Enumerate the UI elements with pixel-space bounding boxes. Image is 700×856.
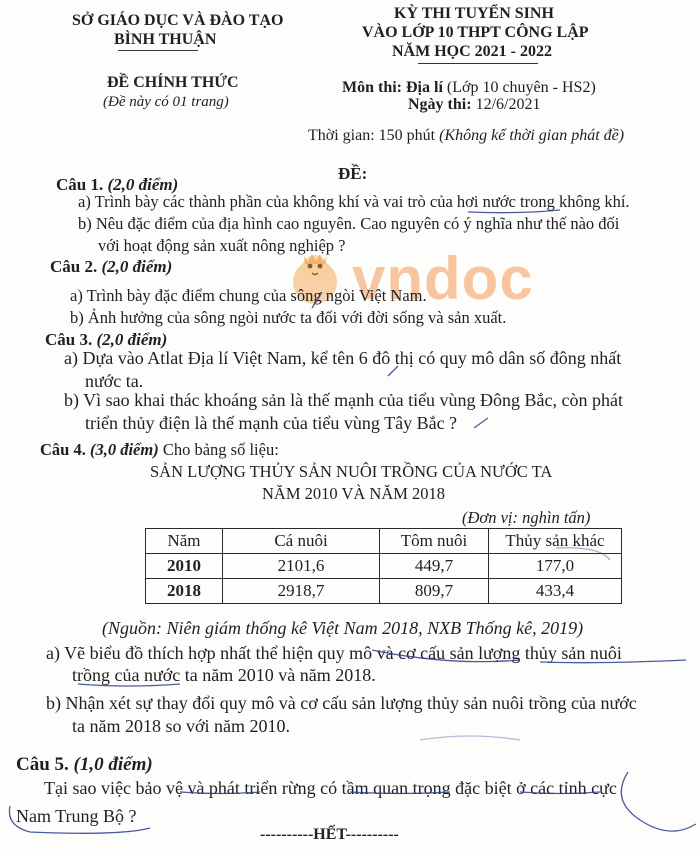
q3-part-a-line2: nước ta.: [85, 371, 144, 391]
pen-check: [388, 366, 398, 376]
pen-note: [556, 548, 610, 560]
table-header-cell: Năm: [146, 529, 223, 554]
q5-line1: Tại sao việc bảo vệ và phát triển rừng có tầm quan trọng đặc biệt ở các tỉnh cực: [44, 778, 617, 798]
q1-part-a: a) Trình bày các thành phần của không khí và vai trò của hơi nước trong không khí.: [78, 192, 630, 211]
q2-label: Câu 2.: [50, 257, 98, 276]
time-text: Thời gian: 150 phút: [308, 127, 436, 144]
q4-part-b-line2: ta năm 2018 so với năm 2010.: [72, 716, 290, 736]
q1-part-b-line1: b) Nêu đặc điểm của địa hình cao nguyên. Cao nguyên có ý nghĩa như thế nào đối: [78, 214, 620, 233]
date-label: Ngày thi:: [408, 96, 472, 113]
q4-points: (3,0 điểm): [89, 440, 159, 459]
official-label: ĐỀ CHÍNH THỨC: [107, 74, 239, 91]
pen-note: [420, 736, 520, 740]
q4-intro: Cho bảng số liệu:: [162, 440, 279, 459]
exam-level: VÀO LỚP 10 THPT CÔNG LẬP: [362, 24, 589, 41]
pen-underline: [180, 792, 260, 794]
q3-part-b-line2: triển thủy điện là thế mạnh của tiểu vùng Tây Bắc ?: [85, 413, 458, 433]
table-cell: 2918,7: [223, 579, 380, 604]
q5-label: Câu 5.: [16, 754, 69, 775]
q3-part-b-line1: b) Vì sao khai thác khoáng sản là thế mạnh của tiểu vùng Đông Bắc, còn phát: [64, 390, 624, 410]
q2-part-a: a) Trình bày đặc điểm chung của sông ngòi Việt Nam.: [70, 286, 427, 305]
table-header-cell: Tôm nuôi: [380, 529, 489, 554]
q3-part-a-line1: a) Dựa vào Atlat Địa lí Việt Nam, kể tên 6 đô thị có quy mô dân số đông nhất: [64, 348, 622, 368]
pages-note: (Đề này có 01 trang): [103, 94, 229, 110]
q3-points: (2,0 điểm): [96, 330, 168, 349]
table-cell: 2018: [146, 579, 223, 604]
pen-curve: [640, 820, 696, 831]
exam-title: ĐỀ:: [338, 164, 368, 183]
table-title-line2: NĂM 2010 VÀ NĂM 2018: [262, 484, 446, 503]
q2-points: (2,0 điểm): [101, 257, 173, 276]
table-cell: 449,7: [380, 554, 489, 579]
department-name: SỞ GIÁO DỤC VÀ ĐÀO TẠO: [72, 12, 284, 29]
pen-check: [312, 292, 322, 308]
pen-underline: [540, 660, 686, 663]
pen-underline: [372, 650, 520, 662]
pen-underline: [468, 210, 560, 213]
end-mark: ----------HẾT----------: [260, 826, 399, 843]
pen-check: [474, 418, 488, 428]
school-year: NĂM HỌC 2021 - 2022: [392, 43, 552, 60]
q5-points: (1,0 điểm): [73, 754, 153, 775]
q1-points: (2,0 điểm): [107, 175, 179, 194]
date-value: 12/6/2021: [475, 96, 541, 113]
subject-note: (Lớp 10 chuyên - HS2): [446, 79, 596, 96]
table-unit: (Đơn vị: nghìn tấn): [462, 508, 591, 527]
q1-part-b-line2: với hoạt động sản xuất nông nghiệp ?: [98, 236, 346, 255]
pen-underline: [350, 792, 450, 794]
table-header-cell: Thủy sản khác: [489, 529, 622, 554]
pen-bracket: [621, 772, 640, 820]
q4-part-a-line1: a) Vẽ biểu đồ thích hợp nhất thể hiện quy mô và cơ cấu sản lượng thủy sản nuôi: [46, 643, 622, 663]
table-header-cell: Cá nuôi: [223, 529, 380, 554]
q2-part-b: b) Ảnh hưởng của sông ngòi nước ta đối với đời sống và sản xuất.: [70, 308, 507, 327]
q4-part-b-line1: b) Nhận xét sự thay đổi quy mô và cơ cấu sản lượng thủy sản nuôi trồng của nước: [46, 693, 637, 713]
pen-underline: [520, 792, 600, 794]
table-source: (Nguồn: Niên giám thống kê Việt Nam 2018, NXB Thống kê, 2019): [102, 618, 584, 638]
table-cell: 809,7: [380, 579, 489, 604]
pen-circle: [9, 806, 150, 833]
subject-value: Địa lí: [406, 79, 443, 96]
q1-label: Câu 1.: [56, 175, 104, 194]
q4-part-a-line2: trồng của nước ta năm 2010 và năm 2018.: [72, 665, 376, 685]
watermark-text: vndoc: [352, 245, 534, 312]
table-cell: 2101,6: [223, 554, 380, 579]
subject-label: Môn thi:: [342, 79, 402, 96]
table-cell: 433,4: [489, 579, 622, 604]
q4-label: Câu 4.: [40, 440, 86, 459]
table-cell: 177,0: [489, 554, 622, 579]
table-cell: 2010: [146, 554, 223, 579]
pen-underline: [78, 684, 180, 686]
exam-name: KỲ THI TUYỂN SINH: [394, 5, 554, 22]
table-title-line1: SẢN LƯỢNG THỦY SẢN NUÔI TRỒNG CỦA NƯỚC TA: [150, 462, 553, 481]
time-note: (Không kể thời gian phát đề): [439, 127, 625, 144]
q5-line2: Nam Trung Bộ ?: [16, 806, 137, 826]
province-name: BÌNH THUẬN: [114, 31, 217, 48]
q3-label: Câu 3.: [45, 330, 93, 349]
